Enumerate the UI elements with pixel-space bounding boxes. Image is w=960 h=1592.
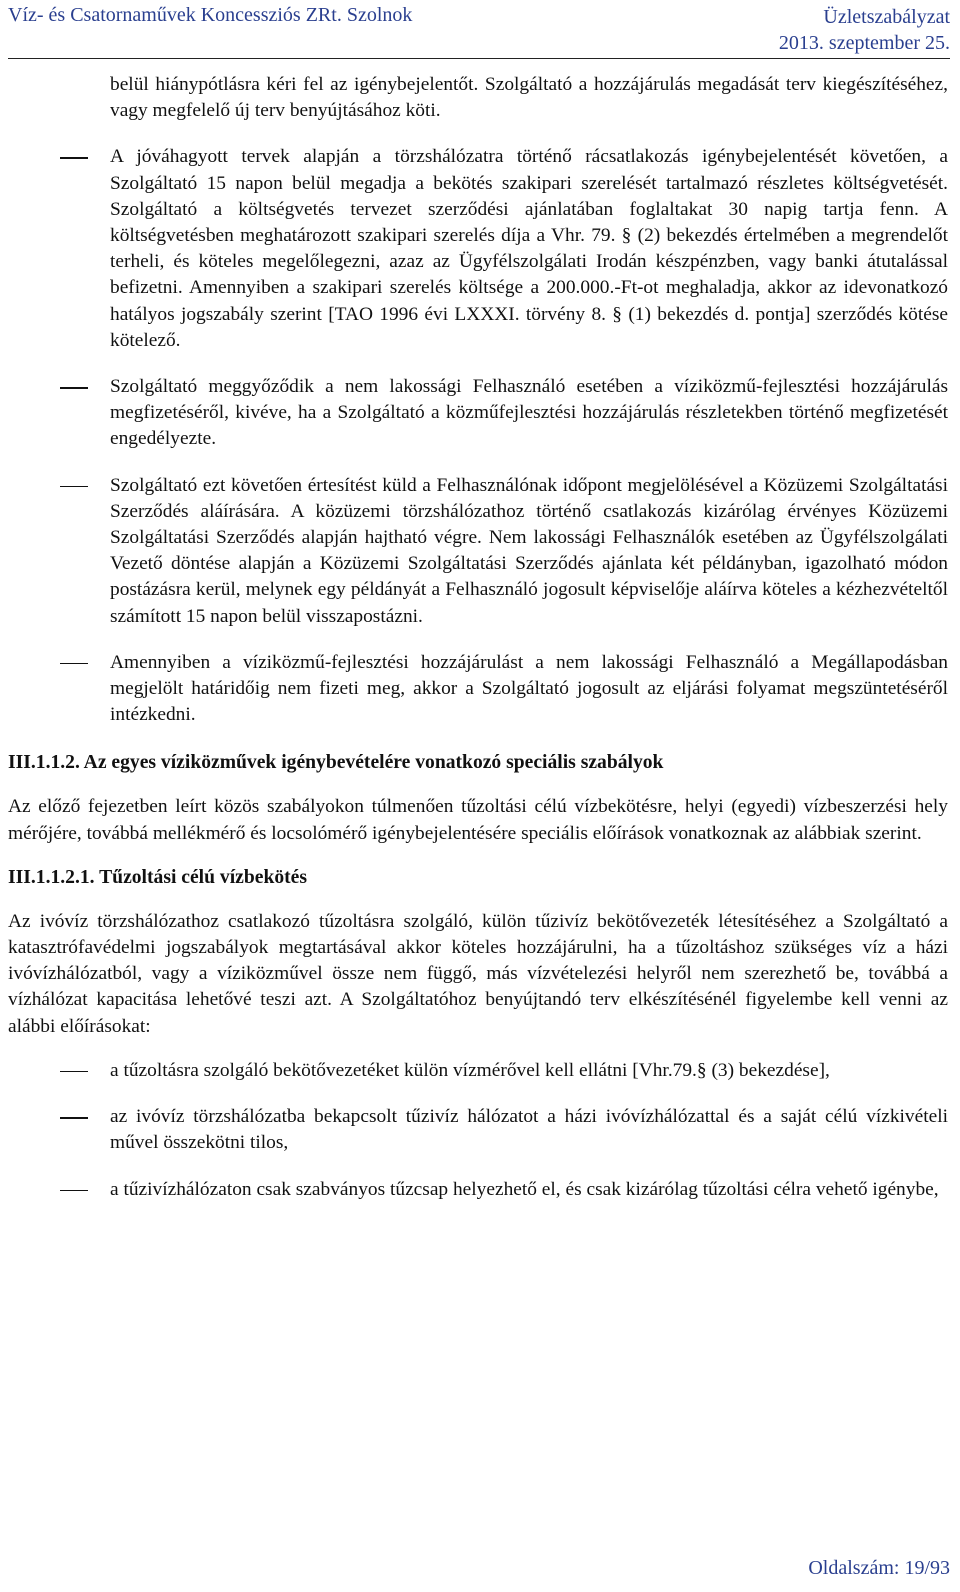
list-item	[8, 144, 948, 354]
header-doc-date: 2013. szeptember 25.	[778, 32, 950, 54]
list-item-text: Szolgáltató ezt követően értesítést küld a Felhasználónak időpont megjelölésével a Közüzemi Szolgáltatási Szerződés aláírására. A közüzemi törzshálózathoz történő csatlakozás kizárólag érvényes Közüzemi Szolgáltatási Szerződés alapján hajtható végre. Nem lakossági Felhasználók esetében az Ügyfélszolgálati Vezető döntése alapján a Közüzemi Szolgáltatási Szerződés ajánlata két példányban, igazolható módon postázásra kerül, melynek egy példányát a Felhasználó jogosult képviselője aláírva köteles a kézhezvételtől számított 15 napon belül visszapostázni.	[110, 474, 948, 627]
list-item	[8, 374, 948, 453]
list-item-text: A jóváhagyott tervek alapján a törzshálózatra történő rácsatlakozás igénybejelentését követően, a Szolgáltató 15 napon belül megadja a bekötés szakipari szerelését tartalmazó részletes költségvetését. Szolgáltató a költségvetés tervezet szerződési ajánlatában foglaltakat 30 napig tartja fenn. A költségvetésben meghatározott szakipari szerelés díja a Vhr. 79. § (2) bekezdés értelmében a megrendelőt terheli, és köteles megelőlegezni, azaz az Ügyfélszolgálati Irodán készpénzben, vagy banki átutalással befizetni. Amennyiben a szakipari szerelés költsége a 200.000.-Ft-ot meghaladja, akkor az idevonatkozó hatályos jogszabály szerint [TAO 1996 évi LXXXI. törvény 8. § (1) bekezdés d. pontja] szerződés kötése kötelező.	[110, 146, 948, 351]
list-item-text: belül hiánypótlásra kéri fel az igénybejelentőt. Szolgáltató a hozzájárulás megadását terv kiegészítéséhez, vagy megfelelő új terv benyújtásához köti.	[110, 74, 948, 122]
list-item	[8, 473, 948, 630]
dash-bullet-icon	[60, 486, 88, 488]
dash-bullet-icon	[60, 663, 88, 665]
section-paragraph: Az előző fejezetben leírt közös szabályokon túlmenően tűzoltási célú vízbekötésre, helyi (egyedi) vízbeszerzési hely mérőjére, továbbá mellékmérő és locsolómérő igénybejelentésére speciális előírások vonatkoznak az alábbiak szerint.	[8, 796, 948, 844]
list-item	[8, 650, 948, 729]
list-item	[8, 1177, 948, 1203]
list-item-text: a tűzoltásra szolgáló bekötővezetéket külön vízmérővel kell ellátni [Vhr.79.§ (3) bekezdése],	[110, 1059, 830, 1081]
list-item	[8, 72, 948, 124]
dash-bullet-icon	[60, 1071, 88, 1073]
list-item-text: Szolgáltató meggyőződik a nem lakossági Felhasználó esetében a víziközmű-fejlesztési hozzájárulás megfizetéséről, kivéve, ha a Szolgáltató a közműfejlesztési hozzájárulás részletekben történő megfizetését engedélyezte.	[110, 376, 948, 450]
subsection-heading: III.1.1.2.1. Tűzoltási célú vízbekötés	[8, 866, 307, 888]
page-content	[8, 72, 948, 1223]
section-heading: III.1.1.2. Az egyes víziközművek igénybevételére vonatkozó speciális szabályok	[8, 752, 664, 774]
page-header	[8, 2, 950, 59]
list-item-text: a tűzivízhálózaton csak szabványos tűzcsap helyezhető el, és csak kizárólag tűzoltási célra vehető igénybe,	[110, 1178, 939, 1200]
header-company: Víz- és Csatornaművek Koncessziós ZRt. Szolnok	[8, 4, 413, 26]
list-item-text: az ivóvíz törzshálózatba bekapcsolt tűzivíz hálózatot a házi ivóvízhálózattal és a saját célú vízkivételi művel összekötni tilos,	[110, 1106, 948, 1154]
header-doc-title: Üzletszabályzat	[823, 6, 950, 28]
dash-bullet-icon	[60, 1190, 88, 1192]
page-number: Oldalszám: 19/93	[808, 1557, 950, 1579]
dash-bullet-icon	[60, 1117, 88, 1119]
header-doc-info	[779, 4, 950, 56]
dash-bullet-icon	[60, 387, 88, 389]
subsection-paragraph: Az ivóvíz törzshálózathoz csatlakozó tűzoltásra szolgáló, külön tűzivíz bekötővezeték létesítéséhez a Szolgáltató a katasztrófavédelmi jogszabályok megtartásával akkor köteles hozzájárulni, ha a tűzoltáshoz szükséges víz a házi ivóvízhálózatból, vagy a víziközművel össze nem függő, más vízvételezési helyről nem szerezhető be, továbbá a vízhálózat kapacitása lehetővé teszi azt. A Szolgáltatóhoz benyújtandó terv elkészítésénél figyelembe kell venni az alábbi előírásokat:	[8, 910, 948, 1037]
dash-bullet-icon	[60, 157, 88, 159]
list-item-text: Amennyiben a víziközmű-fejlesztési hozzájárulást a nem lakossági Felhasználó a Megállapodásban megjelölt határidőig nem fizeti meg, akkor a Szolgáltató jogosult az eljárási folyamat megszüntetéséről intézkedni.	[110, 651, 948, 726]
list-item	[8, 1104, 948, 1156]
list-item	[8, 1058, 948, 1084]
